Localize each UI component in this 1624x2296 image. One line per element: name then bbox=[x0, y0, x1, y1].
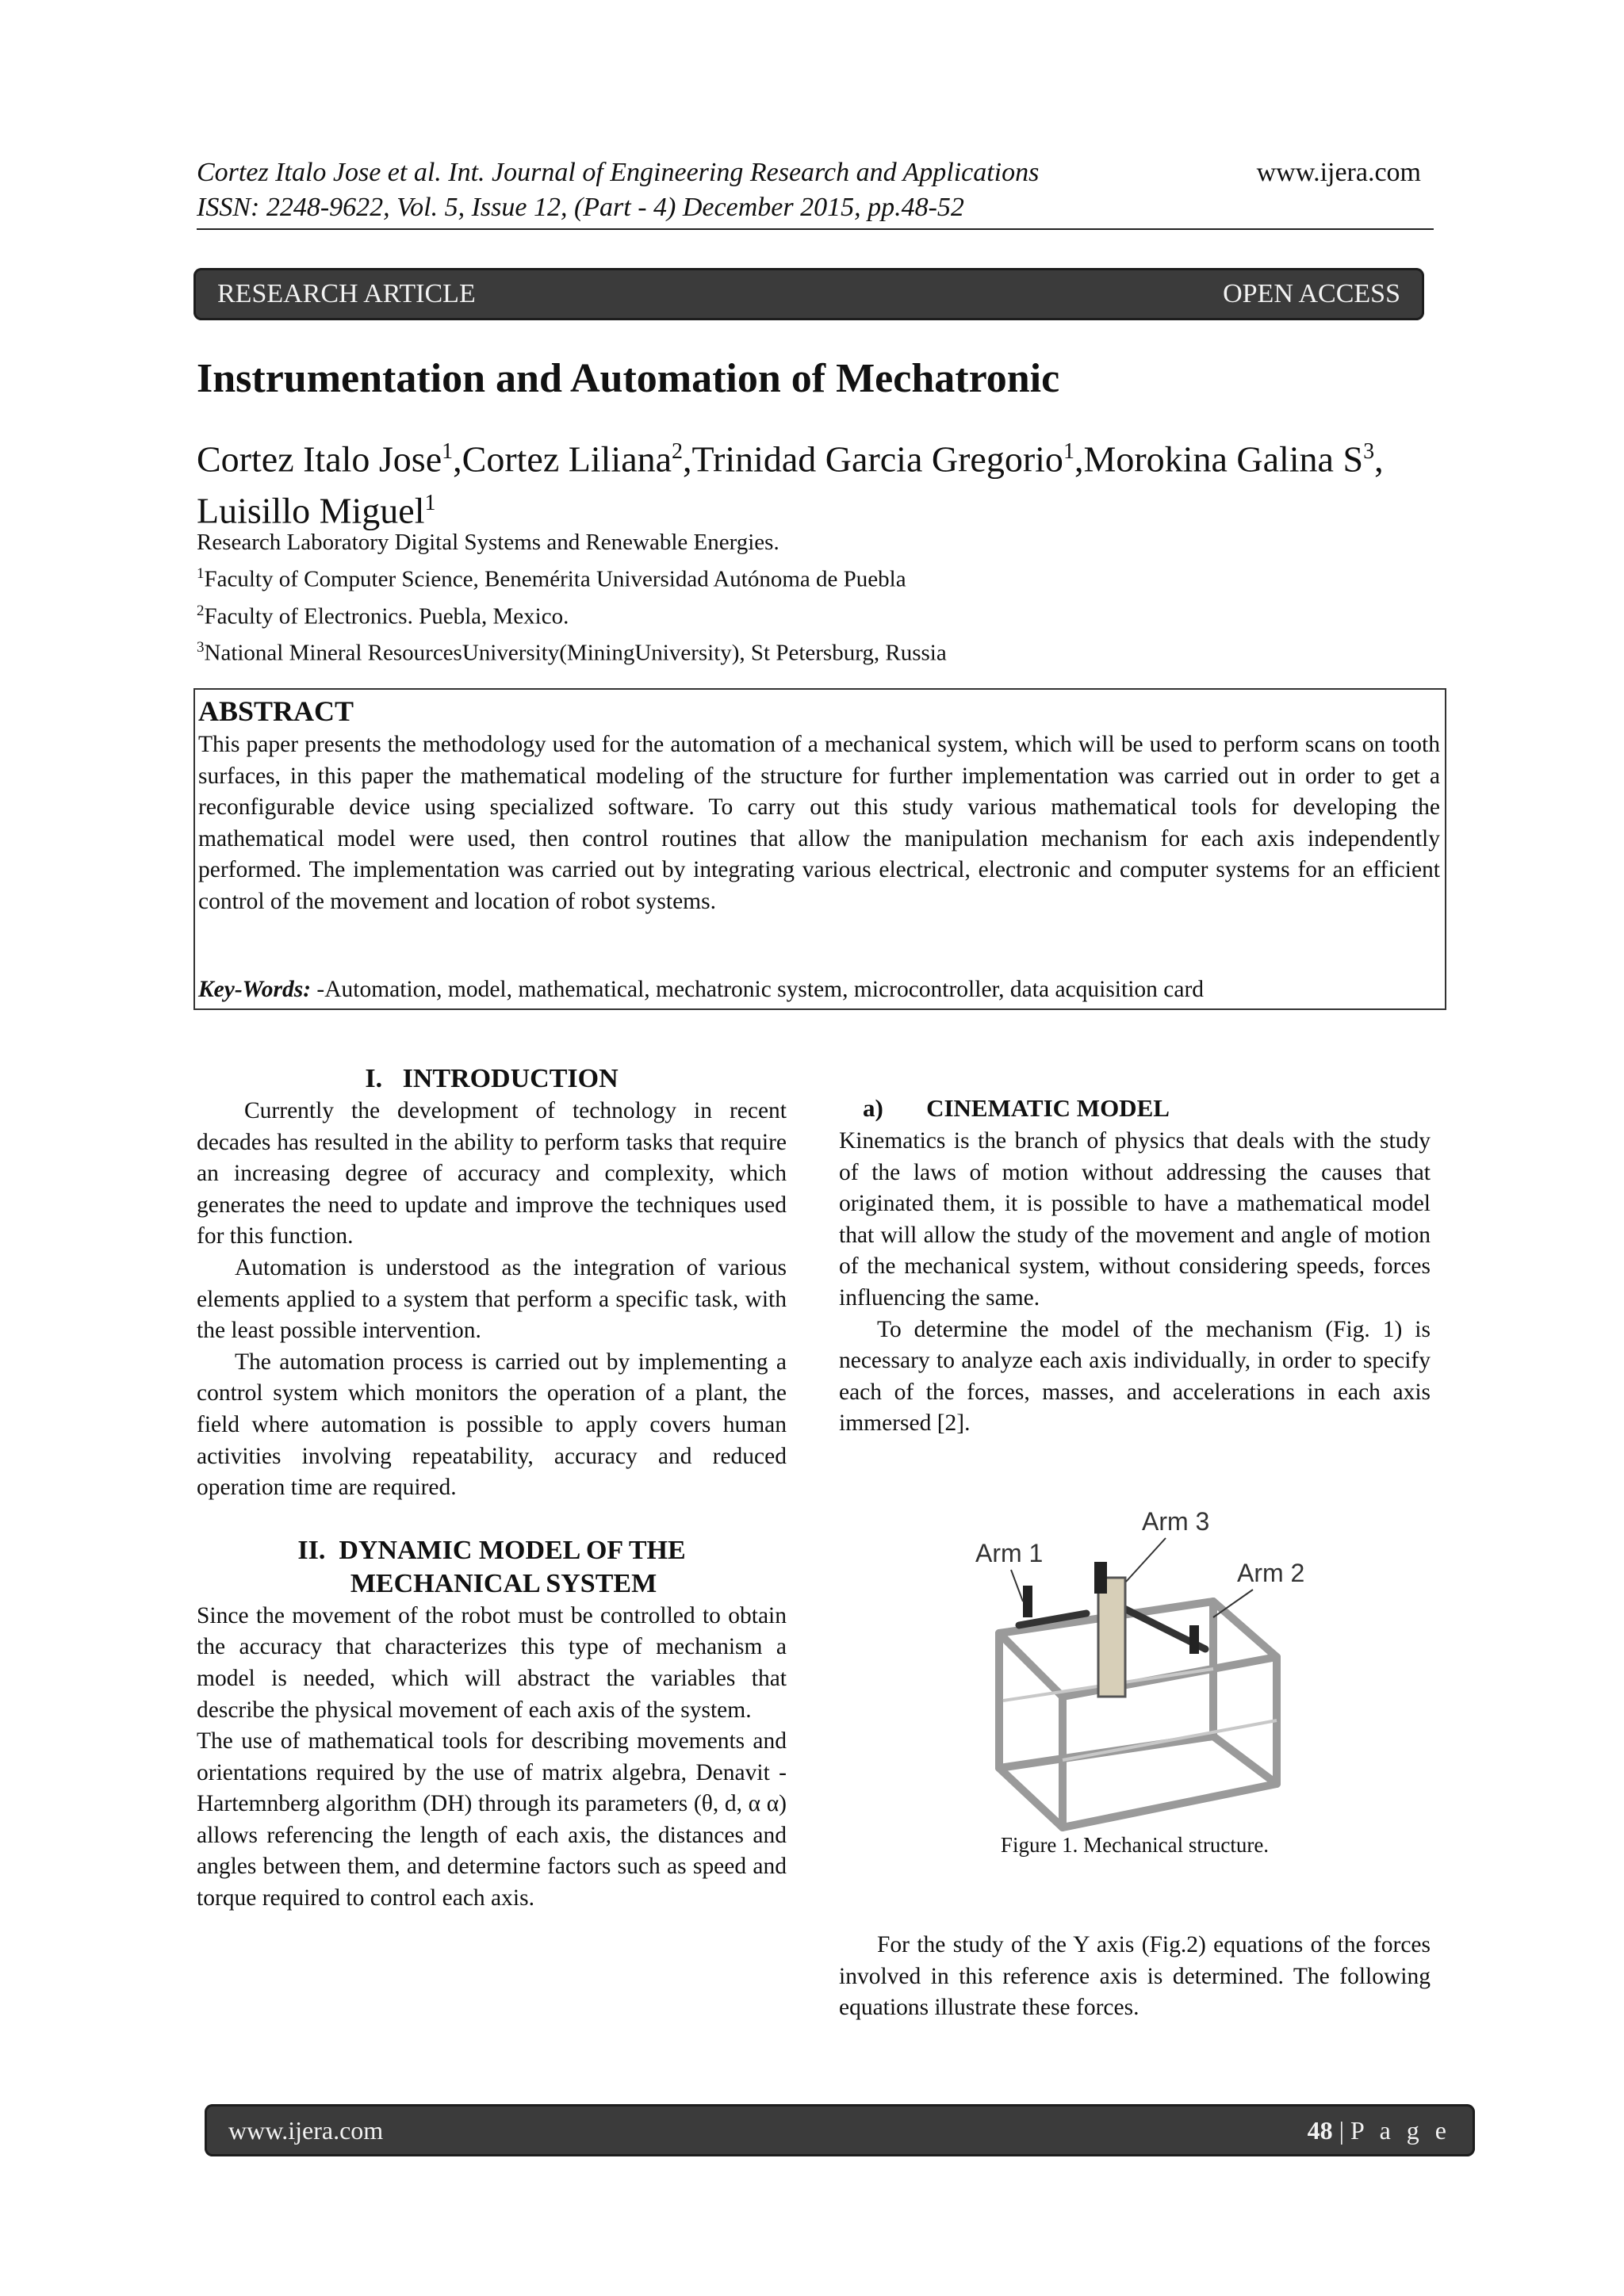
author-affil-mark: 2 bbox=[672, 439, 684, 464]
right-column bbox=[839, 1093, 1431, 1440]
journal-line-1: Cortez Italo Jose et al. Int. Journal of Engineering Research and Applications bbox=[197, 158, 1040, 187]
affil-text: Faculty of Electronics. Puebla, Mexico. bbox=[204, 603, 569, 629]
left-column bbox=[197, 1062, 787, 1915]
arm-2-label: Arm 2 bbox=[1237, 1559, 1305, 1587]
dynamic-paragraph-1: Since the movement of the robot must be controlled to obtain the accuracy that characterizes this type of mechanism a model is needed, which will abstract the variables that describe the physical movement of each axis of the system. bbox=[197, 1602, 787, 1723]
affiliation-2 bbox=[197, 595, 947, 633]
footer-site-link[interactable]: www.ijera.com bbox=[228, 2115, 384, 2145]
page-separator: | bbox=[1332, 2115, 1350, 2145]
y-axis-paragraph: For the study of the Y axis (Fig.2) equations of the forces involved in this reference axis is determined. The following equations illustrate these forces. bbox=[839, 1932, 1431, 2021]
affil-text: National Mineral ResourcesUniversity(MiningUniversity), St Petersburg, Russia bbox=[204, 640, 947, 666]
page-number-block bbox=[1308, 2116, 1451, 2145]
author-name: ,Trinidad Garcia Gregorio bbox=[683, 438, 1063, 480]
paper-title: Instrumentation and Automation of Mechatronic bbox=[197, 356, 1060, 401]
cinematic-paragraph-2: To determine the model of the mechanism (Fig. 1) is necessary to analyze each axis individually, in order to specify each of the forces, masses, and accelerations in each axis immersed [2]. bbox=[839, 1316, 1431, 1437]
affil-mark: 3 bbox=[197, 639, 205, 656]
introduction-heading: I. INTRODUCTION bbox=[365, 1064, 619, 1093]
abstract-text: This paper presents the methodology used for the automation of a mechanical system, which will be used to perform scans on tooth surfaces, in this paper the mathematical modeling of the structure for further implementation was carried out in order to get a reconfigurable device using specialized software. To carry out this study various mathematical tools for developing the mathematical model were used, then control routines that allow the manipulation mechanism for each axis independently performed. The implementation was carried out by integrating various electrical, electronic and computer systems for an efficient control of the movement and location of robot systems. bbox=[198, 732, 1440, 914]
intro-paragraph-3: The automation process is carried out by implementing a control system which monitors the operation of a plant, the field where automation is possible to apply covers human activities involving repeatability, accuracy and reduced operation time are required. bbox=[197, 1349, 787, 1501]
open-access-label: OPEN ACCESS bbox=[1223, 279, 1400, 308]
abstract-heading: ABSTRACT bbox=[198, 695, 354, 727]
mechanical-structure-drawing bbox=[944, 1506, 1340, 1839]
affiliation-3 bbox=[197, 632, 947, 669]
cinematic-heading: a) CINEMATIC MODEL bbox=[863, 1094, 1170, 1122]
arm-3-label: Arm 3 bbox=[1142, 1507, 1210, 1536]
article-type-banner bbox=[193, 268, 1424, 320]
affiliation-1 bbox=[197, 558, 947, 595]
affil-mark: 2 bbox=[197, 602, 205, 619]
arm-1-label: Arm 1 bbox=[975, 1539, 1044, 1567]
author-list bbox=[197, 430, 1434, 534]
figure-1-caption: Figure 1. Mechanical structure. bbox=[1000, 1833, 1270, 1857]
lab-affiliation: Research Laboratory Digital Systems and Renewable Energies. bbox=[197, 530, 779, 555]
author-name: ,Morokina Galina S bbox=[1074, 438, 1364, 480]
journal-header bbox=[197, 155, 1039, 225]
header-divider bbox=[197, 228, 1434, 230]
abstract-box bbox=[193, 688, 1446, 1010]
author-name: , Luisillo Miguel bbox=[197, 438, 1384, 531]
research-article-label: RESEARCH ARTICLE bbox=[217, 279, 476, 308]
author-affil-mark: 1 bbox=[1063, 439, 1074, 464]
author-affil-mark: 1 bbox=[424, 491, 436, 516]
author-name: Cortez Italo Jose bbox=[197, 438, 442, 480]
author-affil-mark: 3 bbox=[1363, 439, 1375, 464]
dynamic-paragraph-2: The use of mathematical tools for describing movements and orientations required by the use of matrix algebra, Denavit - Hartemnberg algorithm (DH) through its parameters (θ, d, α α) allows referencing the length of each axis, the distances and angles between them, and determine factors such as speed and torque required to control each axis. bbox=[197, 1728, 787, 1911]
journal-line-2: ISSN: 2248-9622, Vol. 5, Issue 12, (Part - 4) December 2015, pp.48-52 bbox=[197, 193, 964, 222]
intro-paragraph-2: Automation is understood as the integration of various elements applied to a system that perform a specific task, with the least possible intervention. bbox=[197, 1254, 787, 1344]
page-footer bbox=[205, 2104, 1475, 2156]
cinematic-paragraph-1: Kinematics is the branch of physics that deals with the study of the laws of motion without addressing the causes that originated them, it is possible to have a mathematical model that will allow the study of the movement and angle of motion of the mechanical system, without considering speeds, forces influencing the same. bbox=[839, 1128, 1431, 1311]
intro-paragraph-1: Currently the development of technology in recent decades has resulted in the ability to perform tasks that require an increasing degree of accuracy and complexity, which generates the need to update and improve the techniques used for this function. bbox=[197, 1098, 787, 1249]
author-affil-mark: 1 bbox=[442, 439, 454, 464]
keywords-text: -Automation, model, mathematical, mechatronic system, microcontroller, data acquisition card bbox=[311, 977, 1205, 1002]
page-word: P a g e bbox=[1350, 2115, 1451, 2145]
mechanical-structure-figure bbox=[944, 1506, 1340, 1839]
keywords-label: Key-Words: bbox=[198, 977, 312, 1002]
affil-mark: 1 bbox=[197, 565, 205, 582]
page-number: 48 bbox=[1307, 2115, 1333, 2145]
affiliations bbox=[197, 526, 947, 669]
dynamic-model-heading-2: MECHANICAL SYSTEM bbox=[350, 1568, 657, 1598]
author-name: ,Cortez Liliana bbox=[453, 438, 672, 480]
header-site-link[interactable]: www.ijera.com bbox=[1256, 158, 1421, 187]
dynamic-model-heading-1: II. DYNAMIC MODEL OF THE bbox=[297, 1535, 686, 1565]
affil-text: Faculty of Computer Science, Benemérita Universidad Autónoma de Puebla bbox=[204, 566, 906, 592]
keywords bbox=[198, 974, 1204, 1005]
